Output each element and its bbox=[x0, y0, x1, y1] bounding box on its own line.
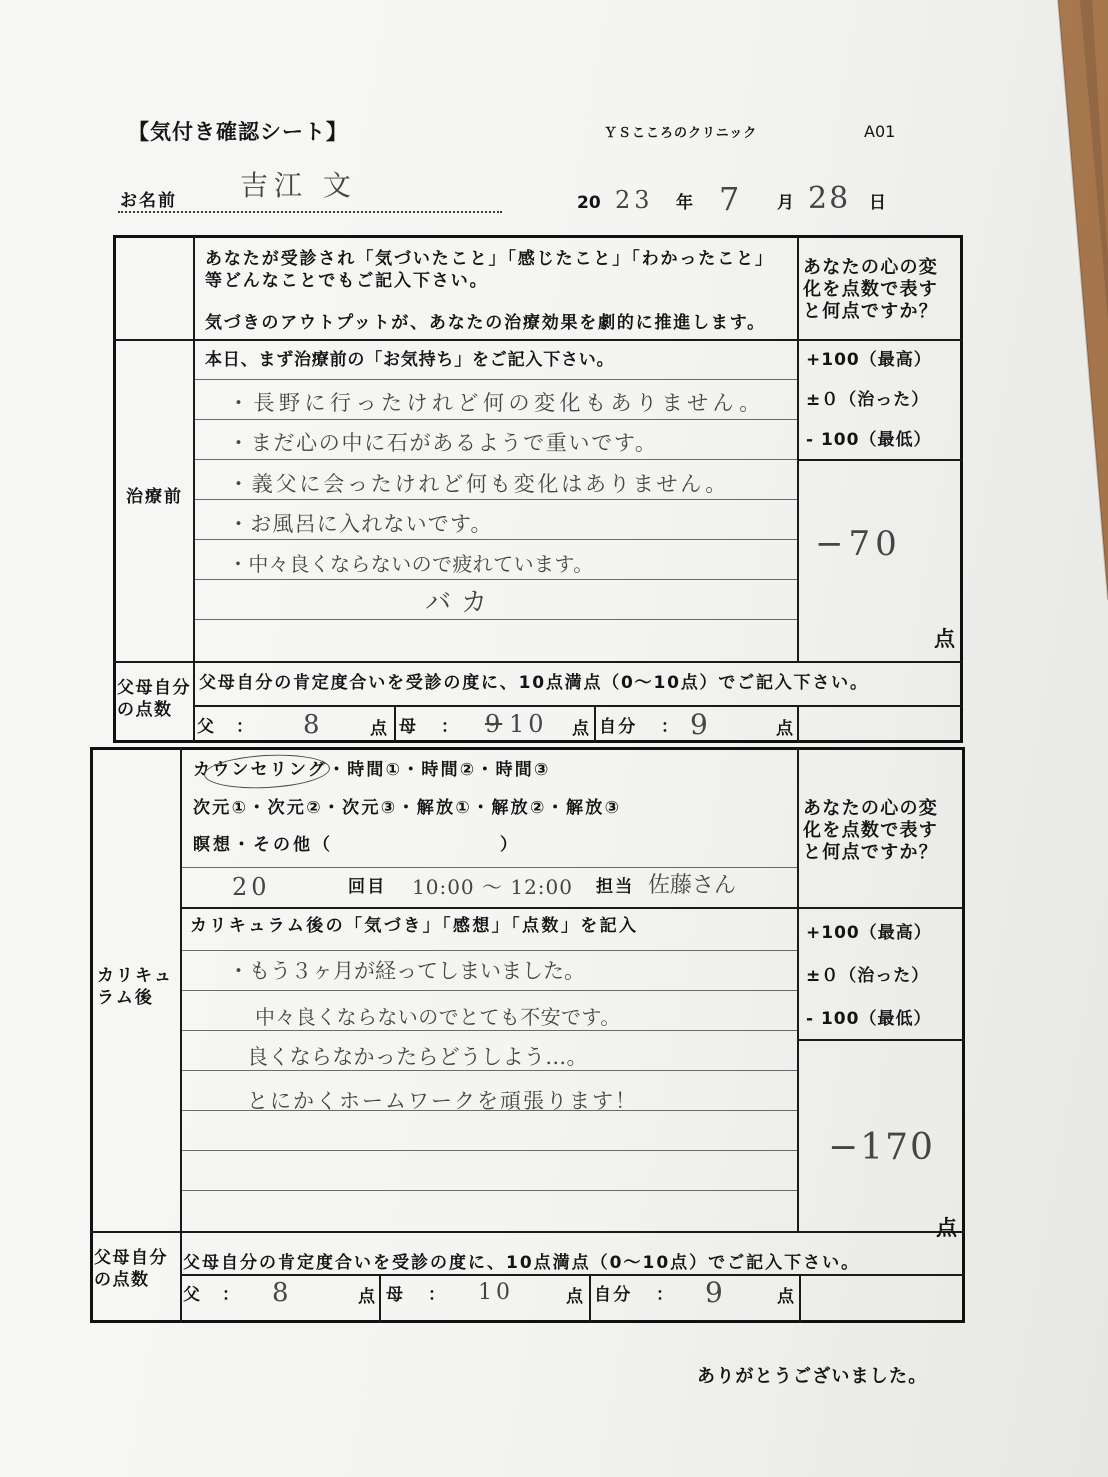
score-question-line: と何点ですか？ bbox=[803, 842, 939, 863]
sheet-title: 【気付き確認シート】 bbox=[128, 120, 348, 144]
parents-instruction-divider bbox=[180, 1274, 965, 1276]
self-unit: 点 bbox=[777, 1287, 797, 1307]
mother-score-struck: 9 bbox=[485, 710, 503, 738]
father-score: 8 bbox=[303, 710, 322, 740]
mother-score: 10 bbox=[478, 1280, 514, 1305]
writing-rule bbox=[182, 990, 797, 991]
scale-min: - 100（最低） bbox=[806, 430, 932, 450]
mother-score: 10 bbox=[509, 710, 548, 738]
before-heading: 本日、まず治療前の「お気持ち」をご記入下さい。 bbox=[205, 350, 615, 370]
before-entry: ・まだ心の中に石があるようで重いです。 bbox=[228, 431, 658, 455]
intro-line: あなたが受診され「気づいたこと」「感じたこと」「わかったこと」 bbox=[205, 249, 774, 269]
writing-rule bbox=[195, 579, 797, 580]
option-other-open: 瞑想・その他（ bbox=[193, 835, 333, 855]
before-entry: バカ bbox=[425, 588, 498, 618]
before-row-divider bbox=[113, 661, 963, 663]
self-cell-divider bbox=[797, 705, 799, 743]
label-column-divider bbox=[193, 235, 195, 743]
mother-label: 母 bbox=[399, 717, 419, 737]
scale-box-divider bbox=[797, 1039, 965, 1041]
option-counseling: カウンセリング bbox=[193, 760, 328, 780]
staff-name: 佐藤さん bbox=[648, 873, 737, 898]
intro-row-divider bbox=[113, 339, 963, 341]
before-entry: ・義父に会ったけれど何も変化はありません。 bbox=[228, 472, 730, 496]
after-label: ラム後 bbox=[97, 988, 154, 1008]
session-time: 10:00 ～ 12:00 bbox=[412, 875, 573, 899]
patient-name: 吉江 文 bbox=[240, 169, 357, 202]
writing-rule bbox=[195, 619, 797, 620]
after-score: −170 bbox=[828, 1127, 935, 1168]
self-unit: 点 bbox=[776, 719, 796, 739]
session-row-divider bbox=[182, 907, 965, 909]
scale-zero: ±０（治った） bbox=[806, 966, 930, 986]
session-count: 20 bbox=[232, 873, 271, 901]
parents-label: 父母自分 bbox=[94, 1248, 168, 1268]
scale-max: +100（最高） bbox=[806, 923, 932, 943]
writing-rule bbox=[182, 1150, 797, 1151]
scale-zero: ±０（治った） bbox=[806, 390, 930, 410]
writing-rule bbox=[182, 1190, 797, 1191]
mother-label: 母 bbox=[386, 1285, 406, 1305]
score-question-line: と何点ですか？ bbox=[803, 301, 939, 322]
father-cell-divider bbox=[394, 705, 396, 743]
parents-label: 父母自分 bbox=[117, 678, 191, 698]
after-entry: 良くならなかったらどうしよう…。 bbox=[247, 1045, 588, 1069]
option-time: ・時間①・時間②・時間③ bbox=[328, 760, 551, 780]
name-underline bbox=[118, 211, 502, 213]
day-value: 28 bbox=[808, 181, 851, 216]
option-dimension-release: 次元①・次元②・次元③・解放①・解放②・解放③ bbox=[193, 798, 622, 818]
scale-box-divider bbox=[797, 459, 963, 461]
after-label: カリキュ bbox=[97, 966, 173, 986]
writing-rule bbox=[195, 539, 797, 540]
mother-cell-divider bbox=[589, 1274, 591, 1323]
writing-rule bbox=[182, 1070, 797, 1071]
after-score-unit: 点 bbox=[936, 1216, 960, 1240]
after-row-divider bbox=[90, 1231, 965, 1233]
score-question-line: 化を点数で表す bbox=[803, 820, 939, 841]
after-entry: ・もう３ヶ月が経ってしまいました。 bbox=[228, 959, 585, 983]
score-question-line: あなたの心の変 bbox=[803, 257, 939, 278]
after-entry: 中々良くならないのでとても不安です。 bbox=[255, 1005, 621, 1029]
staff-label: 担当 bbox=[596, 877, 635, 897]
parents-instruction: 父母自分の肯定度合いを受診の度に、10点満点（0～10点）でご記入下さい。 bbox=[199, 673, 869, 693]
score-question-line: あなたの心の変 bbox=[803, 798, 939, 819]
before-score: −70 bbox=[815, 524, 902, 564]
self-label: 自分 bbox=[594, 1285, 633, 1305]
after-entry: とにかくホームワークを頑張ります！ bbox=[247, 1089, 638, 1113]
self-cell-divider bbox=[799, 1274, 801, 1323]
father-cell-divider bbox=[379, 1274, 381, 1323]
month-unit: 月 bbox=[777, 193, 797, 213]
label-column-divider bbox=[180, 747, 182, 1323]
scale-min: - 100（最低） bbox=[806, 1009, 932, 1029]
self-label: 自分 bbox=[599, 717, 638, 737]
father-label: 父 bbox=[197, 717, 217, 737]
writing-rule bbox=[195, 379, 797, 380]
form-code: A01 bbox=[864, 122, 896, 141]
colon: ： bbox=[222, 1285, 242, 1305]
scale-max: +100（最高） bbox=[806, 350, 932, 370]
parents-label: の点数 bbox=[94, 1270, 150, 1290]
father-unit: 点 bbox=[370, 719, 390, 739]
writing-rule bbox=[195, 459, 797, 460]
score-question-line: 化を点数で表す bbox=[803, 279, 939, 300]
before-label: 治療前 bbox=[126, 487, 183, 507]
option-other-close: ） bbox=[500, 835, 520, 855]
name-label: お名前 bbox=[120, 191, 177, 211]
colon: ： bbox=[236, 717, 256, 737]
score-column-divider bbox=[797, 747, 799, 1233]
mother-cell-divider bbox=[594, 705, 596, 743]
thanks-message: ありがとうございました。 bbox=[697, 1366, 928, 1387]
parents-instruction: 父母自分の肯定度合いを受診の度に、10点満点（0～10点）でご記入下さい。 bbox=[183, 1253, 861, 1273]
mother-unit: 点 bbox=[572, 719, 592, 739]
colon: ： bbox=[661, 717, 681, 737]
day-unit: 日 bbox=[869, 193, 889, 213]
before-entry: ・お風呂に入れないです。 bbox=[228, 512, 493, 536]
colon: ： bbox=[656, 1285, 676, 1305]
intro-line: 等どんなことでもご記入下さい。 bbox=[205, 271, 489, 291]
year-unit: 年 bbox=[676, 193, 696, 213]
year-value: 23 bbox=[615, 186, 654, 214]
father-score: 8 bbox=[272, 1278, 291, 1308]
colon: ： bbox=[428, 1285, 448, 1305]
before-score-unit: 点 bbox=[934, 627, 958, 651]
colon: ： bbox=[441, 717, 461, 737]
month-value: 7 bbox=[719, 180, 742, 218]
mother-unit: 点 bbox=[566, 1287, 586, 1307]
writing-rule bbox=[195, 419, 797, 420]
father-label: 父 bbox=[183, 1285, 203, 1305]
intro-line: 気づきのアウトプットが、あなたの治療効果を劇的に推進します。 bbox=[205, 313, 766, 333]
year-prefix: 20 bbox=[577, 193, 601, 213]
writing-rule bbox=[195, 499, 797, 500]
parents-label: の点数 bbox=[117, 700, 173, 720]
father-unit: 点 bbox=[358, 1287, 378, 1307]
clinic-name: ＹＳこころのクリニック bbox=[604, 126, 758, 141]
before-entry: ・中々良くならないので疲れています。 bbox=[228, 552, 594, 576]
after-heading: カリキュラム後の「気づき」「感想」「点数」を記入 bbox=[190, 916, 639, 936]
options-divider bbox=[182, 867, 797, 868]
self-score: 9 bbox=[690, 708, 710, 741]
session-count-label: 回目 bbox=[348, 877, 387, 897]
writing-rule bbox=[182, 1030, 797, 1031]
before-entry: ・長野に行ったけれど何の変化もありません。 bbox=[228, 391, 765, 415]
self-score: 9 bbox=[705, 1276, 725, 1309]
writing-rule bbox=[182, 950, 797, 951]
score-column-divider bbox=[797, 235, 799, 662]
parents-instruction-divider bbox=[193, 705, 963, 707]
